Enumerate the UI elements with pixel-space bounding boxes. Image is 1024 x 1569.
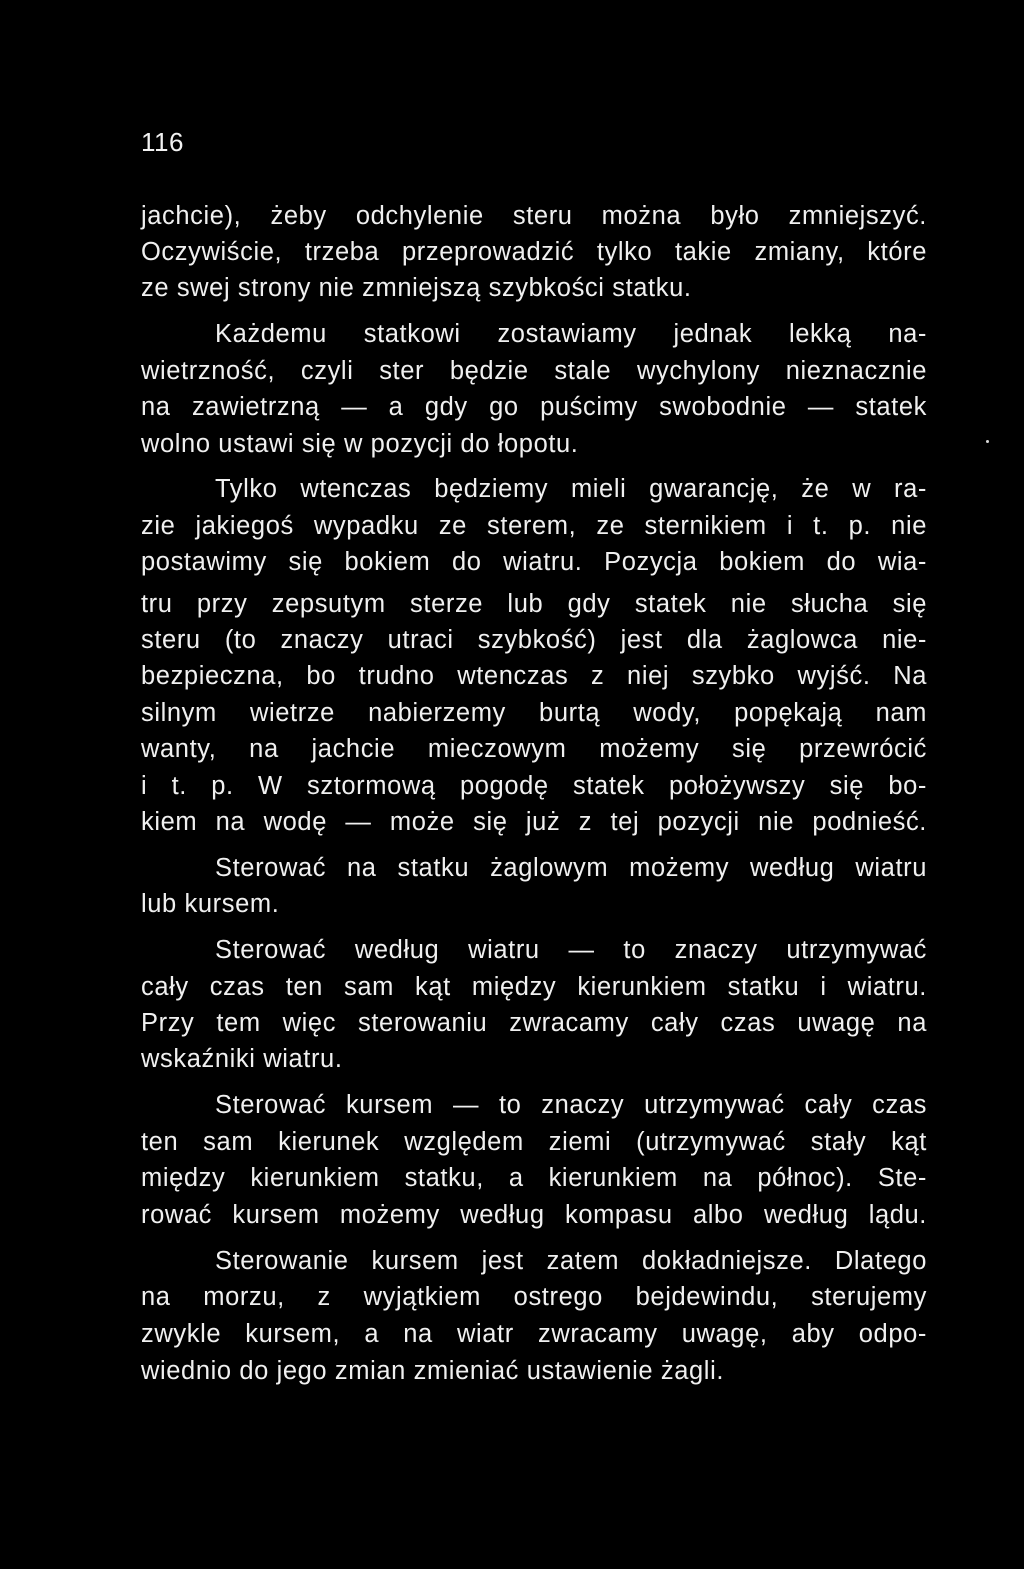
text-line: steru (to znaczy utraci szybkość) jest dla żaglowca nie- (141, 626, 927, 654)
text-line: silnym wietrze nabierzemy burtą wody, popękają nam (141, 699, 927, 727)
text-line: tru przy zepsutym sterze lub gdy statek nie słucha się (141, 590, 927, 618)
text-line: kiem na wodę — może się już z tej pozycji nie podnieść. (141, 808, 927, 836)
text-line: zwykle kursem, a na wiatr zwracamy uwagę, aby odpo- (141, 1320, 927, 1348)
text-line: i t. p. W sztormową pogodę statek położywszy się bo- (141, 772, 927, 800)
text-line: rować kursem możemy według kompasu albo według lądu. (141, 1201, 927, 1229)
paragraph-first-line: Tylko wtenczas będziemy mieli gwarancję, że w ra- (215, 475, 927, 503)
text-line: lub kursem. (141, 890, 280, 918)
paragraph-first-line: Sterować kursem — to znaczy utrzymywać cały czas (215, 1091, 927, 1119)
text-line: na zawietrzną — a gdy go puścimy swobodnie — statek (141, 393, 927, 421)
text-line: na morzu, z wyjątkiem ostrego bejdewindu, sterujemy (141, 1283, 927, 1311)
text-line: wietrzność, czyli ster będzie stale wychylony nieznacznie (141, 357, 927, 385)
text-line: Przy tem więc sterowaniu zwracamy cały czas uwagę na (141, 1009, 927, 1037)
text-line: jachcie), żeby odchylenie steru można było zmniejszyć. (141, 202, 927, 230)
text-line: ten sam kierunek względem ziemi (utrzymywać stały kąt (141, 1128, 927, 1156)
text-line: cały czas ten sam kąt między kierunkiem statku i wiatru. (141, 973, 927, 1001)
paragraph-first-line: Sterować według wiatru — to znaczy utrzymywać (215, 936, 927, 964)
text-line: wiednio do jego zmian zmieniać ustawienie żagli. (141, 1357, 725, 1385)
paragraph-first-line: Sterować na statku żaglowym możemy według wiatru (215, 854, 927, 882)
text-line: wskaźniki wiatru. (141, 1045, 343, 1073)
text-line: wolno ustawi się w pozycji do łopotu. (141, 430, 579, 458)
text-line: ze swej strony nie zmniejszą szybkości statku. (141, 274, 692, 302)
text-line: zie jakiegoś wypadku ze sterem, ze sternikiem i t. p. nie (141, 512, 927, 540)
paragraph-first-line: Sterowanie kursem jest zatem dokładniejsze. Dlatego (215, 1247, 927, 1275)
text-line: postawimy się bokiem do wiatru. Pozycja bokiem do wia- (141, 548, 927, 576)
text-line: między kierunkiem statku, a kierunkiem na północ). Ste- (141, 1164, 927, 1192)
page-number: 116 (141, 127, 184, 157)
scan-speck (986, 440, 989, 443)
text-line: bezpieczna, bo trudno wtenczas z niej szybko wyjść. Na (141, 662, 927, 690)
text-line: wanty, na jachcie mieczowym możemy się przewrócić (141, 735, 927, 763)
text-line: Oczywiście, trzeba przeprowadzić tylko takie zmiany, które (141, 238, 927, 266)
paragraph-first-line: Każdemu statkowi zostawiamy jednak lekką na- (215, 320, 927, 348)
